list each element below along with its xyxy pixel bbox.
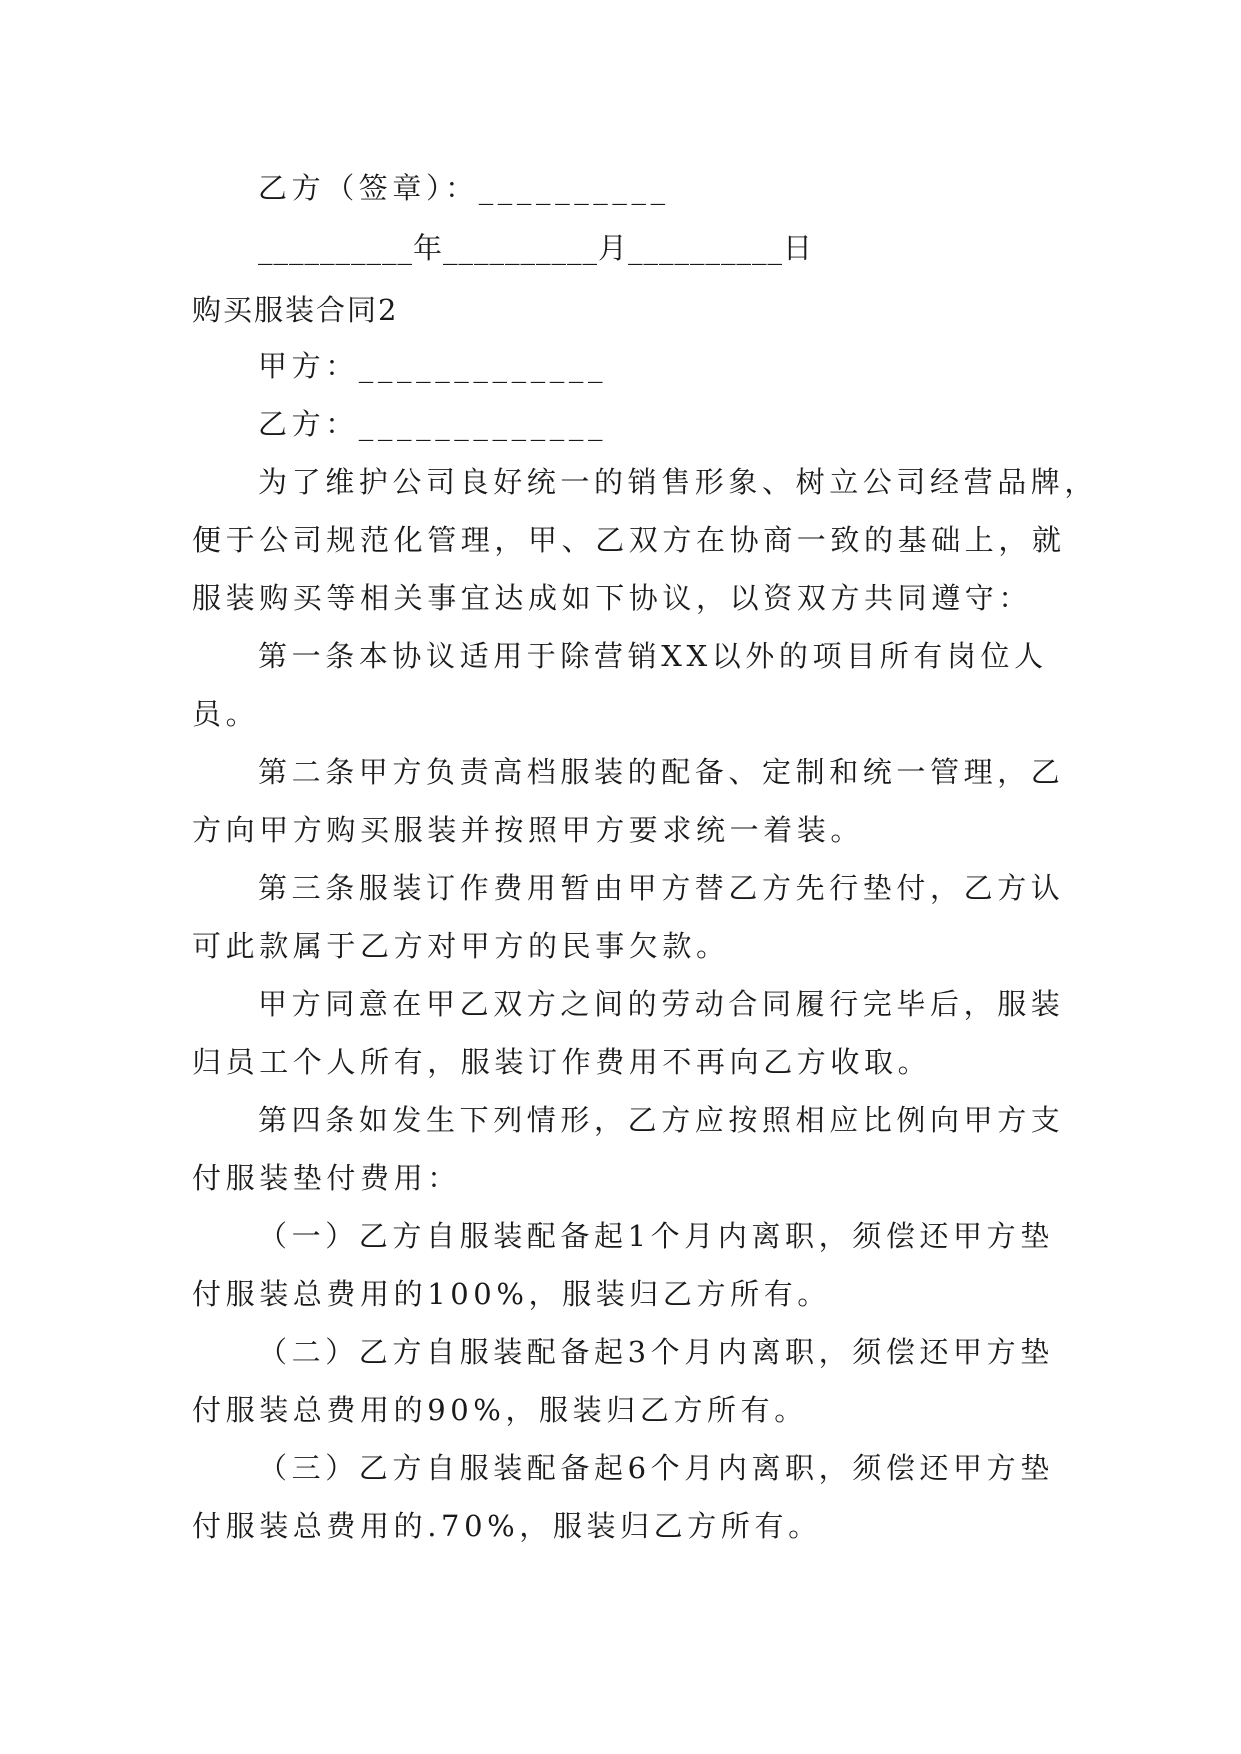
clause-3-line-2: 付服装总费用的.70%，服装归乙方所有。	[192, 1509, 822, 1543]
article-3-line-2: 可此款属于乙方对甲方的民事欠款。	[192, 929, 730, 963]
preamble-line-2: 便于公司规范化管理，甲、乙双方在协商一致的基础上，就	[192, 523, 1066, 557]
clause-1-line-1: （一）乙方自服装配备起1个月内离职，须偿还甲方垫	[258, 1219, 1054, 1253]
article-3-line-1: 第三条服装订作费用暂由甲方替乙方先行垫付，乙方认	[258, 871, 1065, 905]
article-3-para-2-line-2: 归员工个人所有，服装订作费用不再向乙方收取。	[192, 1045, 932, 1079]
clause-3-line-1: （三）乙方自服装配备起6个月内离职，须偿还甲方垫	[258, 1451, 1054, 1485]
preamble-line-3: 服装购买等相关事宜达成如下协议，以资双方共同遵守：	[192, 581, 1033, 615]
article-4-line-2: 付服装垫付费用：	[192, 1161, 461, 1195]
contract-title: 购买服装合同2	[192, 293, 399, 327]
article-1-line-2: 员。	[192, 697, 260, 731]
article-2-line-1: 第二条甲方负责高档服装的配备、定制和统一管理，乙	[258, 755, 1065, 789]
party-b-signature-line: 乙方（签章）：__________	[258, 171, 670, 205]
article-1-line-1: 第一条本协议适用于除营销XX以外的项目所有岗位人	[258, 639, 1048, 673]
article-3-para-2-line-1: 甲方同意在甲乙双方之间的劳动合同履行完毕后，服装	[258, 987, 1065, 1021]
preamble-line-1: 为了维护公司良好统一的销售形象、树立公司经营品牌，	[258, 465, 1099, 499]
clause-2-line-1: （二）乙方自服装配备起3个月内离职，须偿还甲方垫	[258, 1335, 1054, 1369]
date-line: __________年__________月__________日	[258, 231, 814, 265]
article-4-line-1: 第四条如发生下列情形，乙方应按照相应比例向甲方支	[258, 1103, 1065, 1137]
article-2-line-2: 方向甲方购买服装并按照甲方要求统一着装。	[192, 813, 865, 847]
clause-1-line-2: 付服装总费用的100%，服装归乙方所有。	[192, 1277, 831, 1311]
party-a-line: 甲方：_____________	[258, 349, 608, 383]
clause-2-line-2: 付服装总费用的90%，服装归乙方所有。	[192, 1393, 808, 1427]
party-b-line: 乙方：_____________	[258, 407, 608, 441]
